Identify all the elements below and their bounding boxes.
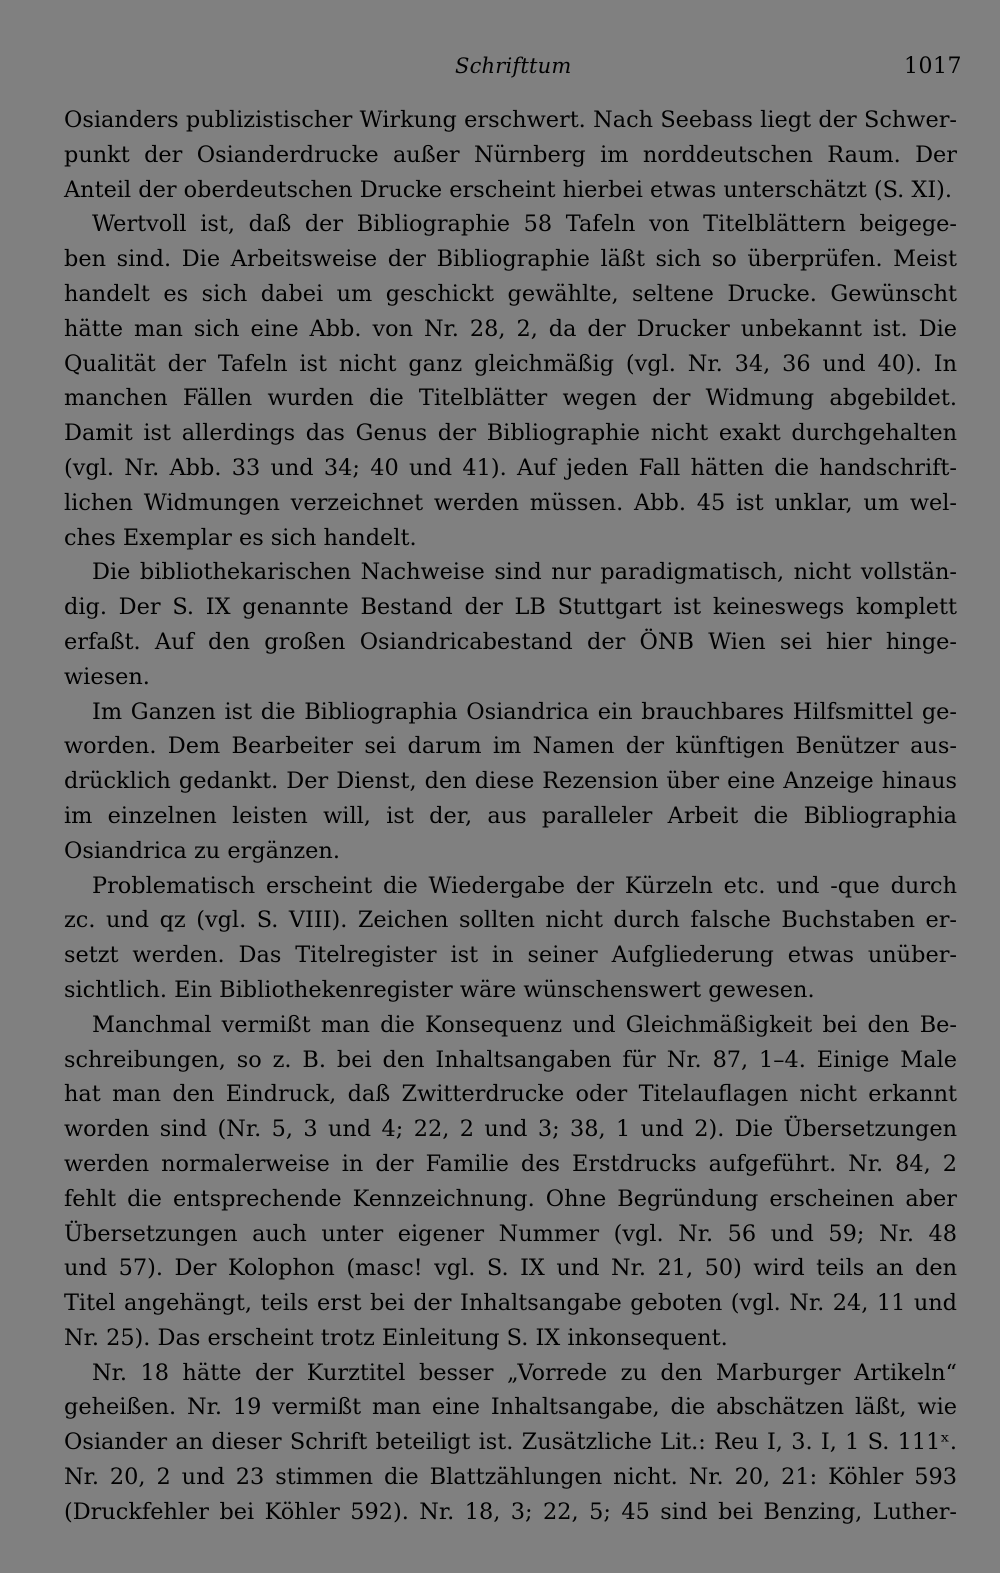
text-line: Osiander an dieser Schrift beteiligt ist. Zusätzliche Lit.: Reu I, 3. I, 1 S. 111ˣ. xyxy=(64,1429,957,1456)
text-line: punkt der Osianderdrucke außer Nürnberg im norddeutschen Raum. Der xyxy=(64,141,957,168)
text-line: Damit ist allerdings das Genus der Bibliographie nicht exakt durchgehalten xyxy=(64,420,957,447)
text-line: hätte man sich eine Abb. von Nr. 28, 2, da der Drucker unbekannt ist. Die xyxy=(64,315,957,342)
paragraph xyxy=(64,1008,957,1356)
text-line: im einzelnen leisten will, ist der, aus paralleler Arbeit die Bibliographia xyxy=(64,802,957,829)
text-line: ben sind. Die Arbeitsweise der Bibliographie läßt sich so überprüfen. Meist xyxy=(64,246,957,273)
text-line: Osiandrica zu ergänzen. xyxy=(64,837,340,864)
text-line: schreibungen, so z. B. bei den Inhaltsangaben für Nr. 87, 1–4. Einige Male xyxy=(64,1046,957,1073)
text-line: Übersetzungen auch unter eigener Nummer (vgl. Nr. 56 und 59; Nr. 48 xyxy=(64,1220,957,1247)
text-line: worden. Dem Bearbeiter sei darum im Namen der künftigen Benützer aus- xyxy=(64,733,957,760)
text-line: zc. und qz (vgl. S. VIII). Zeichen sollten nicht durch falsche Buchstaben er- xyxy=(64,907,957,934)
running-title: Schrifttum xyxy=(455,54,572,78)
text-line: Nr. 20, 2 und 23 stimmen die Blattzählungen nicht. Nr. 20, 21: Köhler 593 xyxy=(64,1464,957,1491)
text-line: Wertvoll ist, daß der Bibliographie 58 Tafeln von Titelblättern beigege- xyxy=(92,211,957,238)
text-line: Manchmal vermißt man die Konsequenz und Gleichmäßigkeit bei den Be- xyxy=(92,1011,957,1038)
text-line: werden normalerweise in der Familie des Erstdrucks aufgeführt. Nr. 84, 2 xyxy=(64,1150,957,1177)
paragraph xyxy=(64,207,957,555)
text-line: geheißen. Nr. 19 vermißt man eine Inhaltsangabe, die abschätzen läßt, wie xyxy=(64,1394,957,1421)
text-line: Problematisch erscheint die Wiedergabe der Kürzeln etc. und -que durch xyxy=(92,872,957,899)
text-line: (Druckfehler bei Köhler 592). Nr. 18, 3; 22, 5; 45 sind bei Benzing, Luther- xyxy=(64,1498,957,1525)
text-line: erfaßt. Auf den großen Osiandricabestand der ÖNB Wien sei hier hinge- xyxy=(64,628,957,655)
text-line: drücklich gedankt. Der Dienst, den diese Rezension über eine Anzeige hinaus xyxy=(64,768,957,795)
paragraph xyxy=(64,695,957,869)
text-line: hat man den Eindruck, daß Zwitterdrucke oder Titelauflagen nicht erkannt xyxy=(64,1081,957,1108)
text-line: Qualität der Tafeln ist nicht ganz gleichmäßig (vgl. Nr. 34, 36 und 40). In xyxy=(64,350,957,377)
page-number: 1017 xyxy=(904,54,962,79)
text-line: und 57). Der Kolophon (masc! vgl. S. IX und Nr. 21, 50) wird teils an den xyxy=(64,1255,957,1282)
text-line: Osianders publizistischer Wirkung erschwert. Nach Seebass liegt der Schwer- xyxy=(64,107,957,133)
text-line: fehlt die entsprechende Kennzeichnung. Ohne Begründung erscheinen aber xyxy=(64,1185,957,1212)
text-line: sichtlich. Ein Bibliothekenregister wäre wünschenswert gewesen. xyxy=(64,976,815,1003)
text-line: lichen Widmungen verzeichnet werden müssen. Abb. 45 ist unklar, um wel- xyxy=(64,489,957,516)
text-line: ches Exemplar es sich handelt. xyxy=(64,524,417,551)
text-line: Anteil der oberdeutschen Drucke erscheint hierbei etwas unterschätzt (S. XI). xyxy=(64,176,953,203)
body-text xyxy=(64,103,957,1530)
text-line: manchen Fällen wurden die Titelblätter wegen der Widmung abgebildet. xyxy=(64,385,957,412)
text-line: Die bibliothekarischen Nachweise sind nur paradigmatisch, nicht vollstän- xyxy=(92,559,957,586)
text-line: Im Ganzen ist die Bibliographia Osiandrica ein brauchbares Hilfsmittel ge- xyxy=(92,698,957,725)
text-line: setzt werden. Das Titelregister ist in seiner Aufgliederung etwas unüber- xyxy=(64,942,957,969)
text-line: worden sind (Nr. 5, 3 und 4; 22, 2 und 3; 38, 1 und 2). Die Übersetzungen xyxy=(64,1116,957,1143)
paragraph xyxy=(64,555,957,694)
text-line: Nr. 25). Das erscheint trotz Einleitung S. IX inkonsequent. xyxy=(64,1324,728,1351)
text-line: wiesen. xyxy=(64,663,150,690)
paragraph xyxy=(64,103,957,207)
paragraph xyxy=(64,1356,957,1530)
text-line: handelt es sich dabei um geschickt gewählte, seltene Drucke. Gewünscht xyxy=(64,280,957,307)
paragraph xyxy=(64,869,957,1008)
text-line: Nr. 18 hätte der Kurztitel besser „Vorrede zu den Marburger Artikeln“ xyxy=(92,1359,957,1386)
text-line: Titel angehängt, teils erst bei der Inhaltsangabe geboten (vgl. Nr. 24, 11 und xyxy=(64,1290,957,1317)
text-line: (vgl. Nr. Abb. 33 und 34; 40 und 41). Auf jeden Fall hätten die handschrift- xyxy=(64,454,957,481)
text-line: dig. Der S. IX genannte Bestand der LB Stuttgart ist keineswegs komplett xyxy=(64,594,957,621)
